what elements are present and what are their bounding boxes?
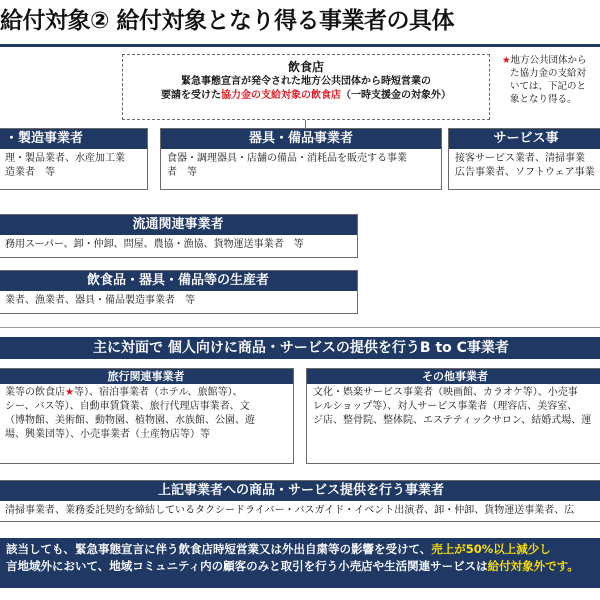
producers-header: 飲食品・器具・備品等の生産者 bbox=[0, 271, 357, 291]
star-icon: ★ bbox=[502, 55, 511, 66]
restaurant-line1: 緊急事態宣言が発令された地方公共団体から時短営業の bbox=[181, 76, 431, 87]
restaurant-heading: 飲食店 bbox=[287, 60, 324, 74]
connector-line bbox=[305, 120, 306, 128]
b2b-line1: 清掃事業者、業務委託契約を締結しているタクシードライバー・バスガイド・イベント出演者、卸・仲卸、貨物運送事業者、広 bbox=[5, 505, 575, 516]
b2b-box bbox=[0, 480, 600, 522]
equipment-box bbox=[160, 128, 442, 190]
producers-box bbox=[0, 270, 358, 314]
restaurant-line2-suffix: （一時支援金の対象外） bbox=[341, 90, 451, 101]
other-line1: 文化・娯楽サービス事業者（映画館、カラオケ等）、小売事 bbox=[313, 387, 578, 398]
side-note-line3: いては、下記のと bbox=[510, 81, 587, 92]
star-icon: ★ bbox=[65, 387, 74, 398]
producers-line1: 業者、漁業者、器具・備品製造事業者 等 bbox=[5, 295, 195, 306]
title-underline bbox=[0, 44, 600, 47]
equipment-header: 器具・備品事業者 bbox=[161, 129, 441, 149]
other-line3: ジ店、整骨院、整体院、エステティックサロン、結婚式場、運 bbox=[313, 415, 592, 426]
service-box bbox=[448, 128, 600, 190]
travel-box bbox=[0, 368, 294, 464]
service-line2: 広告事業者、ソフトウェア事業 bbox=[455, 167, 595, 178]
equipment-line1: 食器・調理器具・店舗の備品・消耗品を販売する事業 bbox=[167, 153, 407, 164]
restaurant-line2-prefix: 要請を受けた bbox=[161, 90, 221, 101]
bottom-line2: 言地域外において、地域コミュニティ内の顧客のみと取引を行う小売店や生活関連サービスは給付対象外です。 bbox=[6, 559, 579, 573]
travel-header: 旅行関連事業者 bbox=[0, 369, 293, 384]
side-note-line2: た協力金の支給対 bbox=[510, 68, 587, 79]
restaurant-box bbox=[122, 54, 490, 120]
service-header: サービス事 bbox=[449, 129, 600, 149]
bottom-line1: 該当しても、緊急事態宣言に伴う飲食店時短営業又は外出自粛等の影響を受けて、売上が50%以上減少し bbox=[6, 542, 551, 556]
distribution-header: 流通関連事業者 bbox=[0, 215, 357, 235]
other-header: その他事業者 bbox=[307, 369, 600, 384]
equipment-line2: 者 等 bbox=[167, 167, 197, 178]
section-divider bbox=[0, 327, 600, 328]
travel-line2: シー、バス等）、自動車賃貸業、旅行代理店事業者、文 bbox=[5, 401, 250, 412]
restaurant-line2-red: 協力金の支給対象の飲食店 bbox=[221, 90, 341, 101]
page-title: 給付対象② 給付対象となり得る事業者の具体 bbox=[0, 8, 454, 34]
distribution-line1: 務用スーパー、卸・仲卸、問屋、農協・漁協、貨物運送事業者 等 bbox=[5, 239, 304, 250]
travel-line1: 業等の飲食店★等）、宿泊事業者（ホテル、旅館等）、 bbox=[5, 387, 243, 398]
other-box bbox=[306, 368, 600, 464]
food-manufacturing-header: ・製造事業者 bbox=[0, 129, 147, 149]
food-manufacturing-box bbox=[0, 128, 148, 190]
side-note-line1: ★地方公共団体から bbox=[502, 55, 587, 66]
side-note-line4: 象となり得る。 bbox=[510, 94, 577, 105]
side-note bbox=[502, 54, 600, 114]
food-manufacturing-line1: 理・製品業者、水産加工業 bbox=[5, 153, 125, 164]
b2b-header: 上記事業者への商品・サービス提供を行う事業者 bbox=[0, 481, 600, 501]
btoc-header: 主に対面で 個人向けに商品・サービスの提供を行うB to C事業者 bbox=[0, 337, 600, 359]
travel-line4: 場、興業団等）、小売事業者（土産物店等）等 bbox=[5, 429, 210, 440]
travel-line3: （博物館、美術館、動物園、植物園、水族館、公園、遊 bbox=[5, 415, 255, 426]
food-manufacturing-line2: 造業者 等 bbox=[5, 167, 55, 178]
bottom-notice bbox=[0, 538, 600, 588]
service-line1: 接客サービス業者、清掃事業 bbox=[455, 153, 585, 164]
distribution-box bbox=[0, 214, 358, 258]
restaurant-line2 bbox=[123, 89, 489, 103]
other-line2: レルショップ等）、対人サービス事業者（理容店、美容室、 bbox=[313, 401, 578, 412]
